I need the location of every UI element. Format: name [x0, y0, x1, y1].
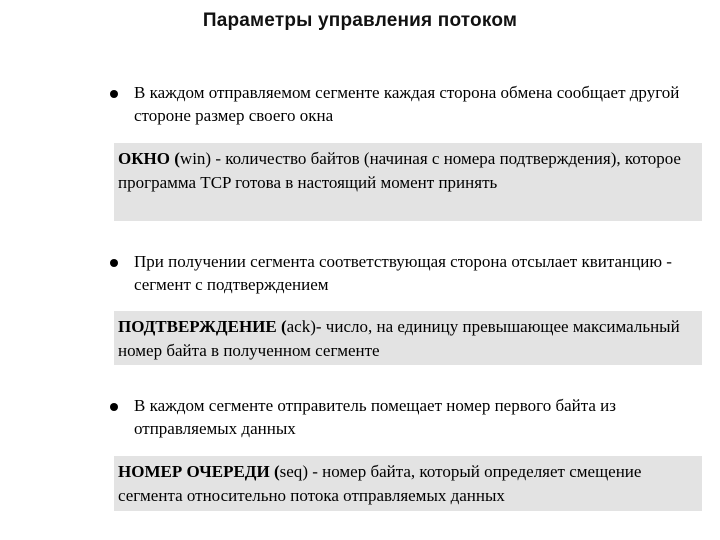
definition-text: ) - количество байтов (начиная с номера подтверждения), которое программа TCP готова в настоящий момент принять — [118, 149, 681, 192]
bullet-text: При получении сегмента соответствующая сторона отсылает квитанцию - сегмент с подтверждением — [134, 252, 672, 294]
bullet-item-window — [110, 81, 690, 127]
bullet-text: В каждом отправляемом сегменте каждая сторона обмена сообщает другой стороне размер своего окна — [134, 83, 680, 125]
bullet-dot-icon — [110, 90, 118, 98]
bullet-item-seq — [110, 394, 690, 440]
definition-window — [114, 143, 702, 221]
definition-abbr: ack — [286, 317, 311, 336]
definition-text: )- число, на единицу превышающее максимальный номер байта в полученном сегменте — [118, 317, 680, 360]
definition-text: ) - номер байта, который определяет смещение сегмента относительно потока отправляемых данных — [118, 462, 642, 505]
definition-term: ПОДТВЕРЖДЕНИЕ ( — [118, 317, 287, 336]
bullet-item-ack — [110, 250, 690, 296]
definition-seq — [114, 456, 702, 511]
bullet-dot-icon — [110, 259, 118, 267]
definition-term: ОКНО ( — [118, 149, 180, 168]
bullet-dot-icon — [110, 403, 118, 411]
bullet-text: В каждом сегменте отправитель помещает номер первого байта из отправляемых данных — [134, 396, 616, 438]
definition-abbr: win — [179, 149, 206, 168]
definition-term: НОМЕР ОЧЕРЕДИ ( — [118, 462, 280, 481]
definition-abbr: seq — [279, 462, 303, 481]
definition-ack — [114, 311, 702, 365]
page-title: Параметры управления потоком — [202, 10, 518, 31]
